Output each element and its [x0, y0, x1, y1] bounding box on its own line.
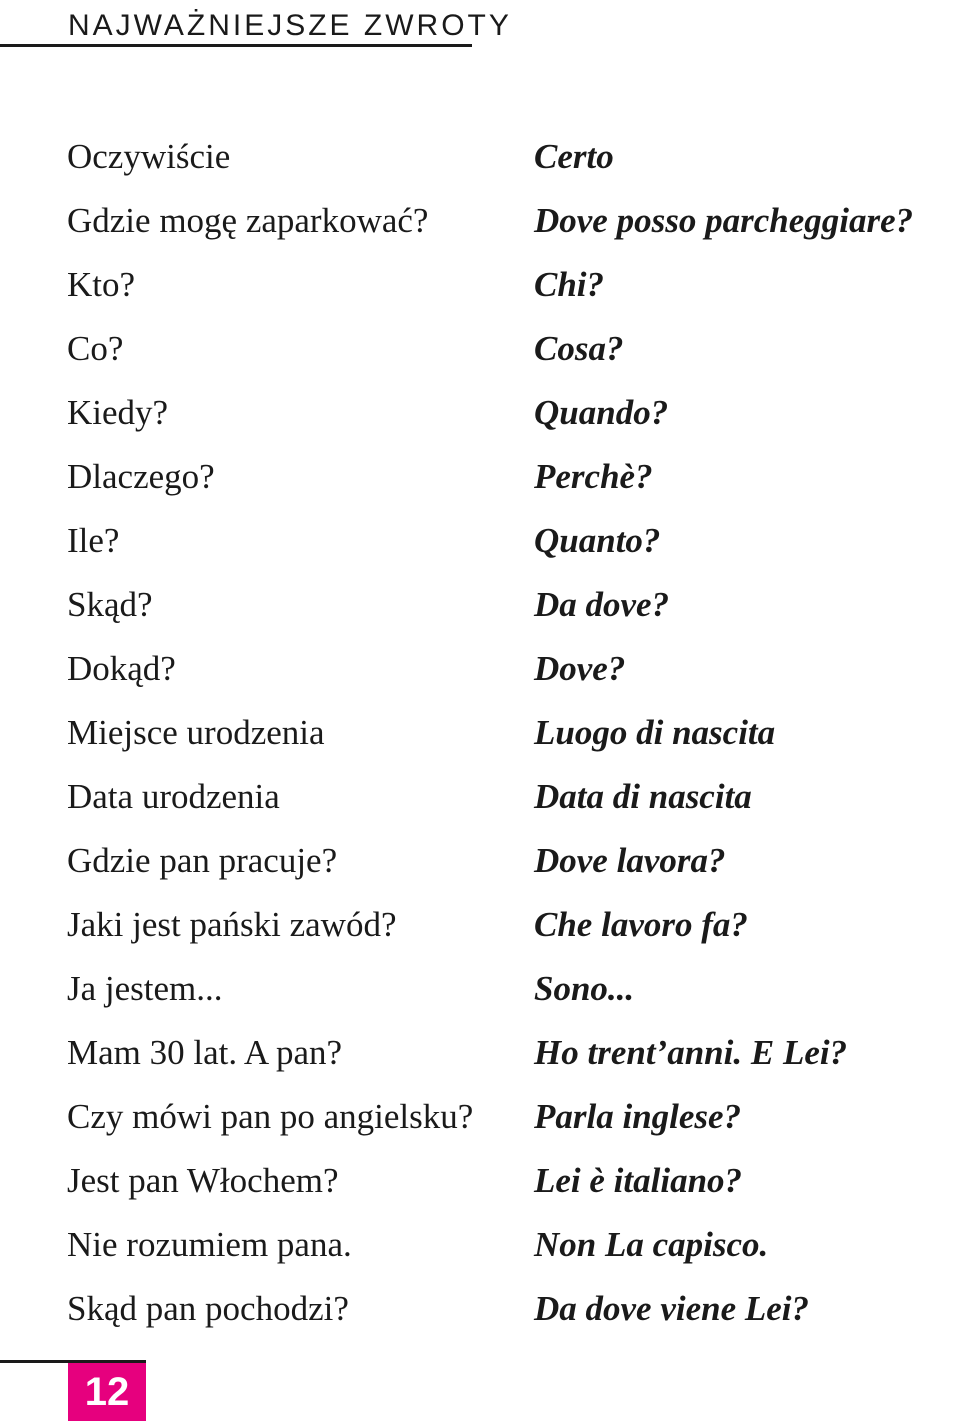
phrase-polish: Dlaczego?: [67, 457, 215, 496]
phrase-row: [0, 510, 960, 574]
page-number: 12: [84, 1370, 130, 1414]
phrase-italian: Da dove viene Lei?: [534, 1289, 810, 1328]
phrase-polish: Kiedy?: [67, 393, 169, 432]
phrase-row: [0, 382, 960, 446]
phrase-polish: Miejsce urodzenia: [67, 713, 325, 752]
phrase-row: [0, 894, 960, 958]
phrase-row: [0, 190, 960, 254]
phrase-polish: Nie rozumiem pana.: [67, 1225, 352, 1264]
phrase-row: [0, 1278, 960, 1342]
phrase-italian: Dove posso parcheggiare?: [534, 201, 914, 240]
phrase-polish: Dokąd?: [67, 649, 176, 688]
phrase-polish: Mam 30 lat. A pan?: [67, 1033, 343, 1072]
phrase-italian: Quando?: [534, 393, 669, 432]
phrase-list: [0, 126, 960, 1342]
phrase-italian: Sono...: [534, 969, 635, 1008]
phrase-italian: Parla inglese?: [534, 1097, 742, 1136]
phrase-italian: Non La capisco.: [534, 1225, 769, 1264]
phrase-row: [0, 1214, 960, 1278]
phrase-italian: Quanto?: [534, 521, 661, 560]
phrase-row: [0, 1022, 960, 1086]
phrase-row: [0, 254, 960, 318]
phrase-row: [0, 702, 960, 766]
phrase-row: [0, 638, 960, 702]
phrase-italian: Luogo di nascita: [534, 713, 776, 752]
phrase-polish: Skąd pan pochodzi?: [67, 1289, 349, 1328]
phrase-polish: Skąd?: [67, 585, 153, 624]
phrase-polish: Gdzie pan pracuje?: [67, 841, 338, 880]
phrase-row: [0, 1150, 960, 1214]
phrase-polish: Oczywiście: [67, 137, 231, 176]
phrase-polish: Data urodzenia: [67, 777, 280, 816]
phrase-italian: Da dove?: [534, 585, 670, 624]
phrase-polish: Jaki jest pański zawód?: [67, 905, 397, 944]
phrase-italian: Cosa?: [534, 329, 624, 368]
section-title: NAJWAŻNIEJSZE ZWROTY: [68, 9, 512, 42]
phrase-row: [0, 318, 960, 382]
phrase-italian: Dove lavora?: [534, 841, 726, 880]
phrase-italian: Che lavoro fa?: [534, 905, 748, 944]
phrase-polish: Czy mówi pan po angielsku?: [67, 1097, 474, 1136]
phrase-polish: Co?: [67, 329, 124, 368]
phrase-row: [0, 766, 960, 830]
phrase-row: [0, 1086, 960, 1150]
page-number-box: [68, 1363, 146, 1421]
phrase-italian: Perchè?: [534, 457, 653, 496]
phrase-polish: Kto?: [67, 265, 136, 304]
phrase-polish: Jest pan Włochem?: [67, 1161, 339, 1200]
phrase-polish: Ile?: [67, 521, 120, 560]
phrase-italian: Certo: [534, 137, 614, 176]
phrase-italian: Chi?: [534, 265, 605, 304]
phrase-row: [0, 446, 960, 510]
phrase-row: [0, 126, 960, 190]
phrase-italian: Dove?: [534, 649, 626, 688]
phrase-italian: Ho trent’anni. E Lei?: [534, 1033, 848, 1072]
phrase-polish: Gdzie mogę zaparkować?: [67, 201, 429, 240]
phrase-row: [0, 830, 960, 894]
phrase-row: [0, 958, 960, 1022]
title-underline: [0, 44, 472, 47]
phrase-italian: Data di nascita: [534, 777, 752, 816]
phrase-italian: Lei è italiano?: [534, 1161, 743, 1200]
phrase-row: [0, 574, 960, 638]
phrase-polish: Ja jestem...: [67, 969, 223, 1008]
